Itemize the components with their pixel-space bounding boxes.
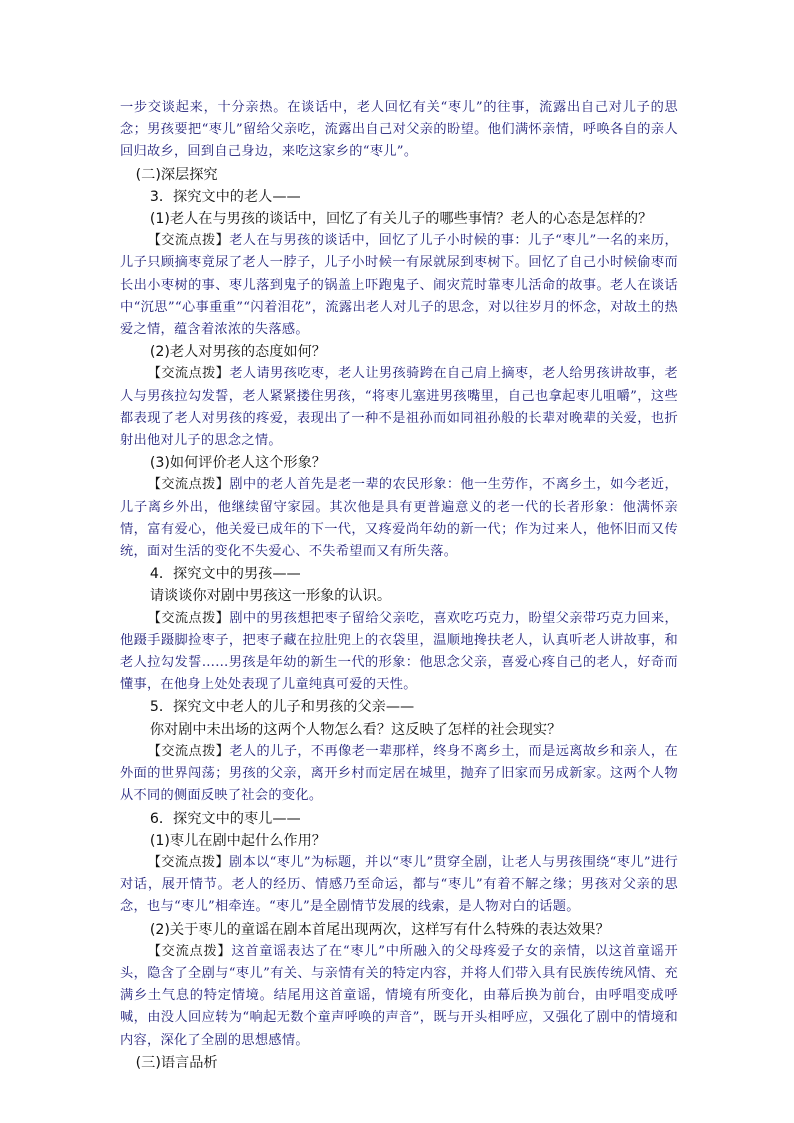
answer-6 [120,852,678,919]
answer-label: 【交流点拨】 [147,943,232,959]
answer-1-text: 老人在与男孩的谈话中，回忆了儿子小时候的事：儿子“枣儿”一名的来历，儿子只顾摘枣竟尿了老人一脖子，儿子小时候一有尿就尿到枣树下。回忆了自己小时候偷枣而长出小枣树的事、枣儿落到鬼子的锅盖上吓跑鬼子、闹灾荒时靠枣儿活命的故事。老人在谈话中“沉思”“心事重重”“闪着泪花”，流露出老人对儿子的思念，对以往岁月的怀念，对故土的热爱之情，蕴含着浓浓的失落感。 [120,233,678,338]
answer-label: 【交流点拨】 [147,233,230,249]
answer-7-text: 这首童谣表达了在“枣儿”中所融入的父母疼爱子女的亲情，以这首童谣开头，隐含了全剧与“枣儿”有关、与亲情有关的特定内容，并将人们带入具有民族传统风情、充满乡土气息的特定情境。结尾用这首童谣，情境有所变化，由幕后换为前台，由呼唱变成呼喊，由没人回应转为“响起无数个童声呼唤的声音”，既与开头相呼应，又强化了剧中的情境和内容，深化了全剧的思想感情。 [120,943,678,1048]
question-1: (1)老人在与男孩的谈话中，回忆了有关儿子的哪些事情？老人的心态是怎样的？ [149,211,653,228]
question-3: (3)如何评价老人这个形象？ [149,455,326,472]
question-7: (2)关于枣儿的童谣在剧本首尾出现两次，这样写有什么特殊的表达效果？ [149,921,610,938]
document-page [120,97,678,1074]
question-5: 你对剧中未出场的这两个人物怎么看？这反映了怎样的社会现实？ [149,721,562,738]
answer-label: 【交流点拨】 [147,854,230,870]
topic-heading-jujube: 6．探究文中的枣儿—— [149,810,301,827]
answer-5 [120,741,678,808]
answer-3-text: 剧中的老人首先是老一辈的农民形象：他一生劳作，不离乡土，如今老近，儿子离乡外出，他继续留守家园。其次他是具有更普遍意义的老一代的长者形象：他满怀亲情，富有爱心，他关爱已成年的下一代，又疼爱尚年幼的新一代；作为过来人，他怀旧而又传统，面对生活的变化不失爱心、不失希望而又有所失落。 [120,477,678,560]
section-heading-language: (三)语言品析 [135,1054,218,1071]
answer-1 [120,230,678,341]
section-heading-deep-inquiry: (二)深层探究 [135,166,218,183]
answer-2 [120,363,678,452]
topic-heading-old-man: 3．探究文中的老人—— [149,188,301,205]
answer-2-text: 老人请男孩吃枣，老人让男孩骑跨在自己肩上摘枣，老人给男孩讲故事，老人与男孩拉勾发誓，老人紧紧搂住男孩，“将枣儿塞进男孩嘴里，自己也拿起枣儿咀嚼”，这些都表现了老人对男孩的疼爱，表现出了一种不是祖孙而如同祖孙般的长辈对晚辈的关爱，也折射出他对儿子的思念之情。 [120,366,678,449]
answer-4-text: 剧中的男孩想把枣子留给父亲吃，喜欢吃巧克力，盼望父亲带巧克力回来，他蹑手蹑脚捡枣子，把枣子藏在拉肚兜上的衣袋里，温顺地搀扶老人，认真听老人讲故事，和老人拉勾发誓……男孩是年幼的新生一代的形象：他思念父亲，喜爱心疼自己的老人，好奇而懂事，在他身上处处表现了儿童纯真可爱的天性。 [120,610,678,693]
answer-label: 【交流点拨】 [147,610,230,626]
answer-6-text: 剧本以“枣儿”为标题，并以“枣儿”贯穿全剧，让老人与男孩围绕“枣儿”进行对话，展开情节。老人的经历、情感乃至命运，都与“枣儿”有着不解之缘；男孩对父亲的思念，也与“枣儿”相牵连。“枣儿”是全剧情节发展的线索，是人物对白的话题。 [120,854,678,915]
topic-heading-boy: 4．探究文中的男孩—— [149,566,301,583]
answer-5-text: 老人的儿子，不再像老一辈那样，终身不离乡土，而是远离故乡和亲人，在外面的世界闯荡；男孩的父亲，离开乡村而定居在城里，抛弃了旧家而另成新家。这两个人物从不同的侧面反映了社会的变化。 [120,743,678,804]
answer-label: 【交流点拨】 [147,743,230,759]
question-4: 请谈谈你对剧中男孩这一形象的认识。 [149,588,392,605]
question-2: (2)老人对男孩的态度如何？ [149,344,326,361]
answer-4 [120,608,678,697]
answer-3 [120,474,678,563]
answer-label: 【交流点拨】 [147,366,230,382]
question-6: (1)枣儿在剧中起什么作用？ [149,832,326,849]
topic-heading-son-father: 5．探究文中老人的儿子和男孩的父亲—— [149,699,415,716]
answer-label: 【交流点拨】 [147,477,230,493]
answer-continuation: 一步交谈起来，十分亲热。在谈话中，老人回忆有关“枣儿”的往事，流露出自己对儿子的思念；男孩要把“枣儿”留给父亲吃，流露出自己对父亲的盼望。他们满怀亲情，呼唤各自的亲人回归故乡，回到自己身边，来吃这家乡的“枣儿”。 [120,100,678,160]
answer-7 [120,941,678,1052]
